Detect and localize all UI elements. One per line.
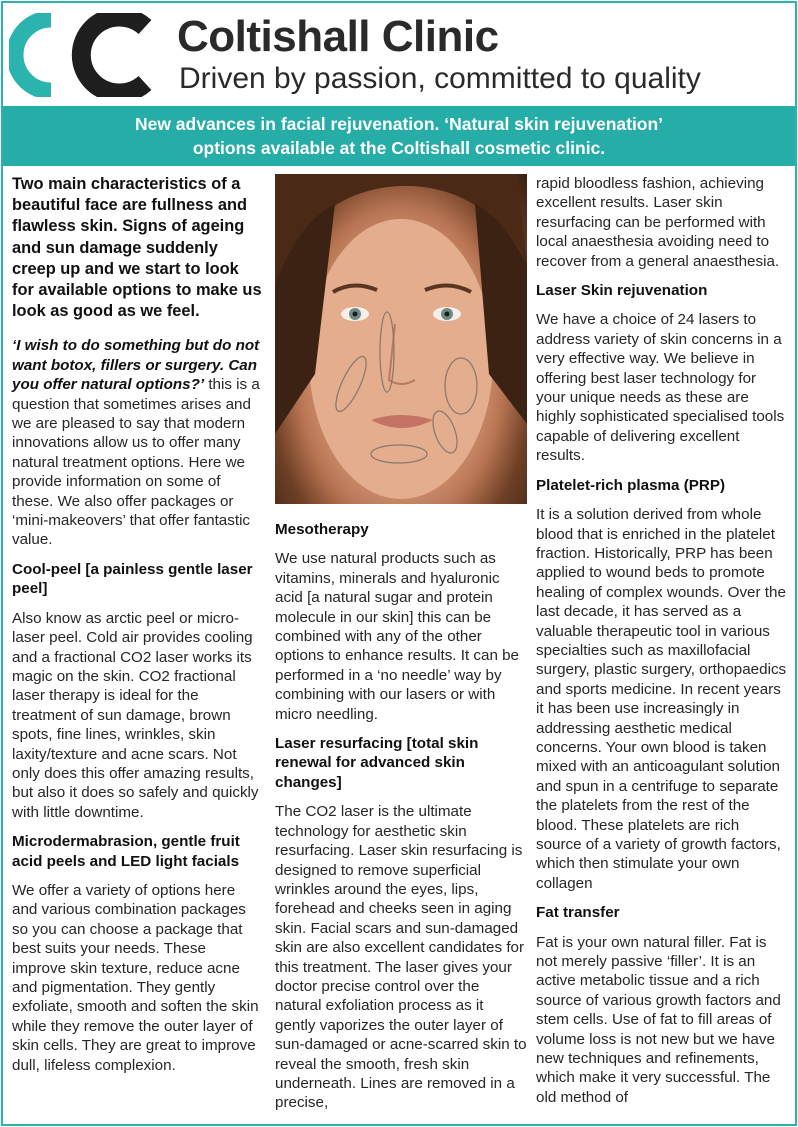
clinic-name: Coltishall Clinic bbox=[177, 12, 499, 61]
clinic-logo bbox=[9, 13, 157, 97]
page bbox=[1, 1, 797, 1126]
laser-rejuvenation-heading: Laser Skin rejuvenation bbox=[536, 282, 708, 300]
column-2 bbox=[275, 174, 527, 1123]
masthead bbox=[3, 3, 795, 106]
prp-heading: Platelet-rich plasma (PRP) bbox=[536, 476, 726, 494]
face-illustration bbox=[275, 174, 527, 504]
column-1 bbox=[12, 174, 264, 1085]
microderm-heading: Microdermabrasion, gentle fruit acid peels and LED light facials bbox=[12, 833, 240, 870]
mesotherapy-body: We use natural products such as vitamins, minerals and hyaluronic acid [a natural sugar and protein molecule in our skin] this can be combined with any of the other options to enhance results. It can be performed in a ‘no needle’ way by combining with our lasers or with micro needling. bbox=[275, 550, 520, 723]
clinic-tagline: Driven by passion, committed to quality bbox=[179, 62, 701, 95]
column-3 bbox=[536, 174, 788, 1117]
prp-body: It is a solution derived from whole blood that is enriched in the platelet fraction. Historically, PRP has been applied to wound beds to promote healing of complex wounds. Over the last decade, it has served as a valuable therapeutic tool in various specialties such as maxillofacial surgery, plastic surgery, orthopaedics and sports medicine. In recent years it has been use increasingly in addressing aesthetic medical concerns. Your own blood is taken mixed with an anticoagulant solution and spun in a centrifuge to separate the platelets from the rest of the blood. These platelets are rich source of a variety of growth factors, which then stimulate your own collagen bbox=[536, 506, 787, 892]
cool-peel-body: Also know as arctic peel or micro-laser peel. Cold air provides cooling and a fractional CO2 laser works its magic on the skin. CO2 fractional laser therapy is ideal for the treatment of sun damage, brown spots, fine lines, wrinkles, skin laxity/texture and acne scars. Not only does this offer amazing results, but also it does so safely and quickly with little downtime. bbox=[12, 609, 259, 821]
headline-banner bbox=[3, 106, 795, 166]
face-photo bbox=[275, 174, 527, 504]
cool-peel-heading: Cool-peel [a painless gentle laser peel] bbox=[12, 560, 253, 598]
laser-resurfacing-continued: rapid bloodless fashion, achieving excellent results. Laser skin resurfacing can be performed with local anaesthesia avoiding need to recover from a general anaesthesia. bbox=[536, 175, 780, 270]
intro-paragraph bbox=[12, 336, 264, 549]
intro-body: this is a question that sometimes arises and we are pleased to say that modern innovations allow us to offer many natural treatment options. Here we provide information on some of these. We also offer packages or ‘mini-makeovers’ that offer fantastic value. bbox=[12, 376, 260, 549]
laser-resurfacing-heading: Laser resurfacing [total skin renewal for advanced skin changes] bbox=[275, 735, 479, 791]
laser-resurfacing-body: The CO2 laser is the ultimate technology for aesthetic skin resurfacing. Laser skin resurfacing is designed to remove superficial wrinkles around the eyes, lips, forehead and cheeks seen in aging skin. Facial scars and sun-damaged skin are also excellent candidates for this treatment. The laser gives your doctor precise control over the natural exfoliation process as it gently vaporizes the outer layer of sun-damaged or acne-scarred skin to reveal the smooth, fresh skin underneath. Lines are removed in a precise, bbox=[275, 803, 527, 1112]
mesotherapy-heading: Mesotherapy bbox=[275, 521, 369, 538]
headline-line-2: options available at the Coltishall cosmetic clinic. bbox=[192, 138, 606, 158]
intro-lead: Two main characteristics of a beautiful face are fullness and flawless skin. Signs of ageing and sun damage suddenly creep up and we start to look for available options to make us look as good as we feel. bbox=[12, 175, 262, 321]
laser-rejuvenation-body: We have a choice of 24 lasers to address variety of skin concerns in a very effective way. We believe in offering best laser technology for your unique needs as these are highly sophisticated specialised tools capable of delivering excellent results. bbox=[536, 311, 785, 465]
fat-transfer-body: Fat is your own natural filler. Fat is not merely passive ‘filler’. It is an active metabolic tissue and a rich source of various growth factors and stem cells. Use of fat to fill areas of volume loss is not new but we have new techniques and refinements, which make it very successful. The old method of bbox=[536, 933, 781, 1106]
microderm-body: We offer a variety of options here and various combination packages so you can choose a package that best suits your needs. These improve skin texture, reduce acne and pigmentation. They gently exfoliate, smooth and soften the skin while they remove the outer layer of skin cells. They are great to improve dull, lifeless complexion. bbox=[12, 881, 259, 1074]
intro-quote: ‘I wish to do something but do not want botox, fillers or surgery. Can you offer natural options?’ bbox=[12, 337, 260, 394]
headline-line-1: New advances in facial rejuvenation. ‘Natural skin rejuvenation’ bbox=[134, 114, 664, 134]
fat-transfer-heading: Fat transfer bbox=[536, 904, 620, 922]
